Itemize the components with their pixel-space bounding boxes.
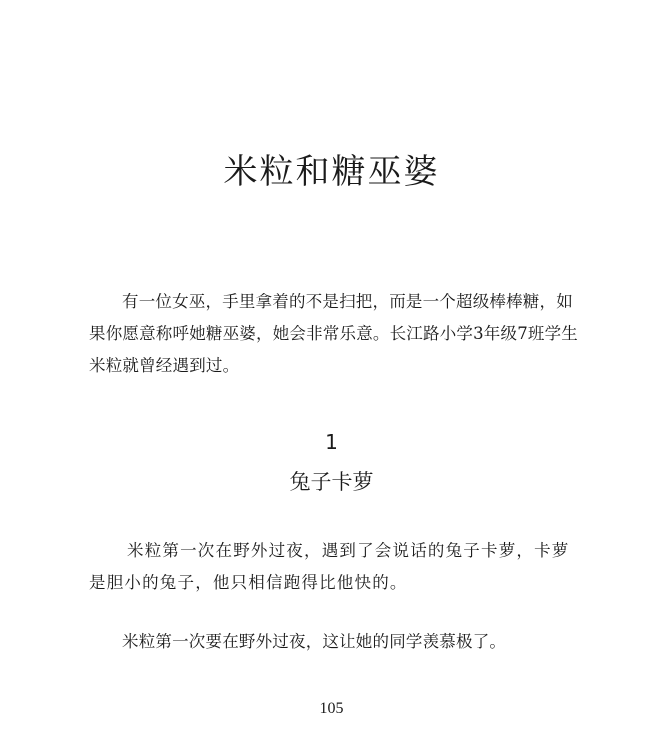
chapter-paragraph-1: 米粒第一次在野外过夜，遇到了会说话的兔子卡萝，卡萝是胆小的兔子，他只相信跑得比他快的。 — [89, 541, 570, 592]
chapter-title: 兔子卡萝 — [289, 470, 374, 494]
story-title: 米粒和糖巫婆 — [223, 152, 440, 192]
intro-paragraph: 有一位女巫，手里拿着的不是扫把，而是一个超级棒棒糖，如果你愿意称呼她糖巫婆，她会非常乐意。长江路小学3年级7班学生米粒就曾经遇到过。 — [89, 292, 578, 375]
chapter-number: 1 — [325, 430, 338, 454]
page-number: 105 — [319, 700, 344, 717]
chapter-paragraph-2: 米粒第一次要在野外过夜，这让她的同学羡慕极了。 — [122, 632, 507, 651]
